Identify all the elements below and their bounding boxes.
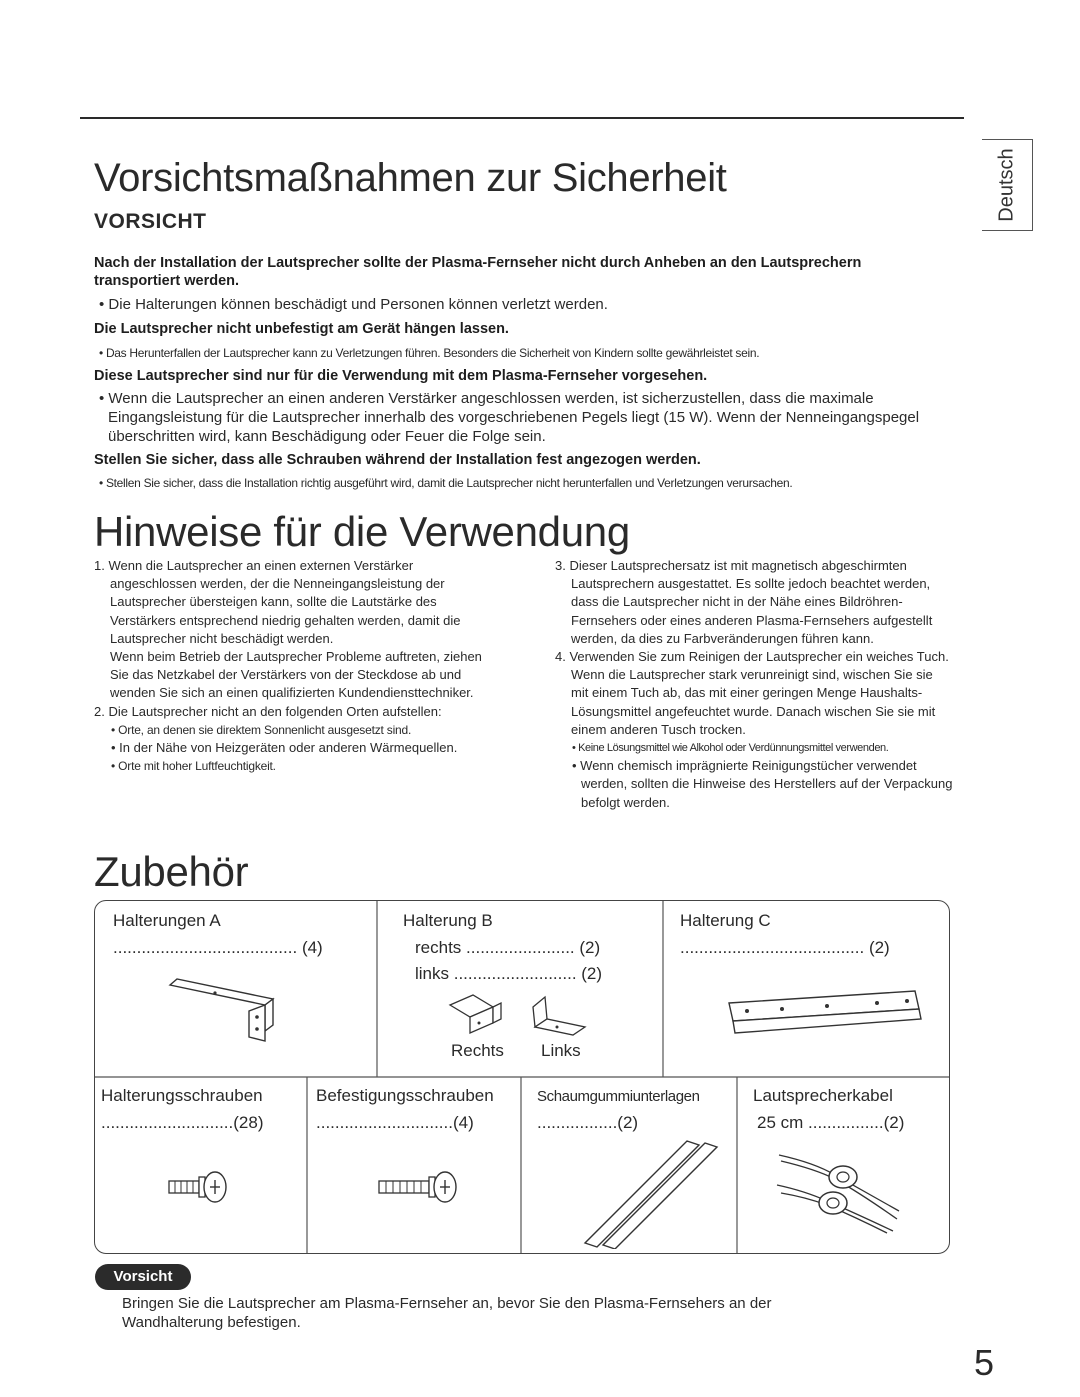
safety-p2-bold: Die Lautsprecher nicht unbefestigt am Gerät hängen lassen. [94, 321, 509, 337]
bracket-screws-qty-value: (28) [233, 1113, 264, 1132]
speaker-cable-qty: 25 cm ................(2) [757, 1113, 905, 1132]
bracket-screws-label: Halterungsschrauben [101, 1086, 263, 1105]
bracket-a-icon [165, 971, 285, 1051]
usage-item-2-bullet-2: • In der Nähe von Heizgeräten oder anderen Wärmequellen. [111, 740, 458, 756]
bracket-c-qty-value: (2) [868, 938, 890, 957]
accessories-title: Zubehör [94, 848, 249, 895]
bracket-b-right-label: rechts [415, 938, 462, 957]
fixing-screws-qty-value: (4) [452, 1113, 474, 1132]
language-tab-label: Deutsch [995, 148, 1018, 222]
safety-p4-bullet: • Stellen Sie sicher, dass die Installation richtig ausgeführt wird, damit die Lautsprecher nicht herunterfallen und Verletzungen verursachen. [99, 476, 793, 490]
bracket-b-right-qty: (2) [579, 938, 601, 957]
usage-col-right [555, 557, 953, 812]
bracket-a-qty-value: (4) [301, 938, 323, 957]
safety-p3-bullet-text: Wenn die Lautsprecher an einen anderen Verstärker angeschlossen werden, ist sicherzustellen, dass die maximale Eingangsleistung für die Lautsprecher innerhalb des vorgeschriebenen Pegels liegt (15 W). Wenn der Nenneingangspegel überschritten wird, kann Beschädigung oder Feuer die Folge sein. [108, 390, 920, 445]
fixing-screws-qty: .............................(4) [316, 1113, 474, 1132]
speaker-cable-label: Lautsprecherkabel [753, 1086, 893, 1105]
speaker-cable-length: 25 cm [757, 1113, 804, 1132]
safety-p4-bold: Stellen Sie sicher, dass alle Schrauben während der Installation fest angezogen werden. [94, 452, 701, 468]
bracket-screw-icon [167, 1169, 231, 1205]
usage-title: Hinweise für die Verwendung [94, 508, 630, 555]
safety-p2-bullet-text: Das Herunterfallen der Lautsprecher kann zu Verletzungen führen. Besonders die Sicherheit von Kindern sollte gewährleistet sein. [105, 346, 760, 360]
bracket-b-caption-right: Rechts [451, 1041, 504, 1060]
safety-body [94, 254, 934, 491]
safety-title: Vorsichtsmaßnahmen zur Sicherheit [94, 156, 727, 200]
bracket-a-label: Halterungen A [113, 911, 221, 930]
top-rule [80, 117, 964, 119]
page-number: 5 [974, 1342, 995, 1383]
bracket-b-icon [445, 993, 595, 1038]
safety-p3-bullet: • Wenn die Lautsprecher an einen anderen Verstärker angeschlossen werden, ist sicherzustellen, dass die maximale Eingangsleistung für die Lautsprecher innerhalb des vorgeschriebenen Pegels liegt (15 W). Wenn der Nenneingangspegel überschritten wird, kann Beschädigung oder Feuer die Folge sein. [99, 390, 920, 445]
bracket-b-left-qty: (2) [581, 964, 603, 983]
bracket-c-icon [727, 989, 927, 1049]
usage-item-4-bullet-1-text: Keine Lösungsmittel wie Alkohol oder Verdünnungsmittel verwenden. [578, 742, 889, 755]
bracket-b-caption-left: Links [541, 1041, 581, 1060]
caution-badge: Vorsicht [95, 1264, 191, 1290]
bracket-screws-qty: ............................(28) [101, 1113, 264, 1132]
language-tab [982, 139, 1033, 231]
bracket-c-qty: ....................................... (2) [680, 938, 890, 957]
foam-pads-qty: .................(2) [537, 1113, 639, 1132]
safety-p1-bullet: • Die Halterungen können beschädigt und Personen können verletzt werden. [99, 296, 608, 313]
speaker-cable-icon [775, 1145, 905, 1235]
usage-item-1: 1. Wenn die Lautsprecher an einen externen Verstärker angeschlossen werden, der die Nenneingangsleistung der Lautsprecher übersteigen kann, sollte die Lautstärke des Verstärkers entsprechend niedrig gehalten werden, damit die Lautsprecher nicht beschädigt werden. [94, 558, 461, 646]
caution-heading: VORSICHT [94, 210, 207, 233]
safety-p3-bold: Diese Lautsprecher sind nur für die Verwendung mit dem Plasma-Fernseher vorgesehen. [94, 368, 708, 384]
safety-p1-bold: Nach der Installation der Lautsprecher sollte der Plasma-Fernseher nicht durch Anheben an den Lautsprechern transportiert werden. [94, 255, 862, 289]
usage-col-left [94, 557, 494, 775]
safety-p1-bullet-text: Die Halterungen können beschädigt und Personen können verletzt werden. [108, 296, 608, 313]
usage-item-2-bullet-2-text: In der Nähe von Heizgeräten oder anderen Wärmequellen. [119, 740, 458, 756]
safety-p4-bullet-text: Stellen Sie sicher, dass die Installation richtig ausgeführt wird, damit die Lautsprecher nicht herunterfallen und Verletzungen verursachen. [105, 476, 793, 490]
accessories-table [94, 900, 950, 1254]
fixing-screw-icon [377, 1169, 461, 1205]
usage-item-2: 2. Die Lautsprecher nicht an den folgenden Orten aufstellen: [94, 703, 442, 719]
usage-item-1b: Wenn beim Betrieb der Lautsprecher Probleme auftreten, ziehen Sie das Netzkabel der Verstärkers von der Steckdose ab und wenden Sie sich an einen qualifizierten Kundendiensttechniker. [110, 649, 482, 701]
speaker-cable-qty-value: (2) [883, 1113, 905, 1132]
bracket-b-left-row: links .......................... (2) [415, 964, 603, 983]
fixing-screws-label: Befestigungsschrauben [316, 1086, 494, 1105]
foam-pads-qty-value: (2) [617, 1113, 639, 1132]
caution-note-text: Bringen Sie die Lautsprecher am Plasma-Fernseher an, bevor Sie den Plasma-Fernsehers an der Wandhalterung befestigen. [122, 1295, 772, 1331]
bracket-c-label: Halterung C [680, 911, 771, 930]
foam-pads-label: Schaumgummiunterlagen [537, 1088, 700, 1105]
bracket-b-left-label: links [415, 964, 450, 983]
usage-item-2-bullet-3: • Orte mit hoher Luftfeuchtigkeit. [111, 759, 276, 774]
usage-item-4-bullet-2: • Wenn chemisch imprägnierte Reinigungstücher verwendet werden, sollten die Hinweise des Herstellers auf der Verpackung befolgt werden. [572, 758, 953, 810]
bracket-a-qty: ....................................... (4) [113, 938, 323, 957]
safety-p2-bullet: • Das Herunterfallen der Lautsprecher kann zu Verletzungen führen. Besonders die Sicherheit von Kindern sollte gewährleistet sein. [99, 346, 760, 360]
usage-item-4: 4. Verwenden Sie zum Reinigen der Lautsprecher ein weiches Tuch. Wenn die Lautsprecher stark verunreinigt sind, wischen Sie sie mit einem Tuch ab, das mit einer geringen Menge Haushalts-Lösungsmittel angefeuchtet wurde. Danach wischen Sie sie mit einem anderen Tusch trocken. [555, 649, 949, 737]
bracket-b-right-row: rechts ....................... (2) [415, 938, 601, 957]
bracket-b-label: Halterung B [403, 911, 493, 930]
foam-pad-icon [579, 1139, 729, 1249]
usage-item-2-bullet-3-text: Orte mit hoher Luftfeuchtigkeit. [118, 759, 276, 774]
usage-item-4-bullet-1: • Keine Lösungsmittel wie Alkohol oder Verdünnungsmittel verwenden. [572, 742, 889, 755]
usage-item-3: 3. Dieser Lautsprechersatz ist mit magnetisch abgeschirmten Lautsprechern ausgestattet. Es sollte jedoch beachtet werden, dass die Lautsprecher nicht in der Nähe eines Bildröhren-Fernsehers oder eines anderen Plasma-Fernsehers aufgestellt werden, da dies zu Farbveränderungen führen kann. [555, 558, 933, 646]
usage-item-2-bullet-1: • Orte, an denen sie direktem Sonnenlicht ausgesetzt sind. [111, 722, 412, 737]
usage-item-4-bullet-2-text: Wenn chemisch imprägnierte Reinigungstücher verwendet werden, sollten die Hinweise des Herstellers auf der Verpackung befolgt werden. [580, 758, 953, 810]
usage-item-2-bullet-1-text: Orte, an denen sie direktem Sonnenlicht ausgesetzt sind. [118, 722, 412, 737]
